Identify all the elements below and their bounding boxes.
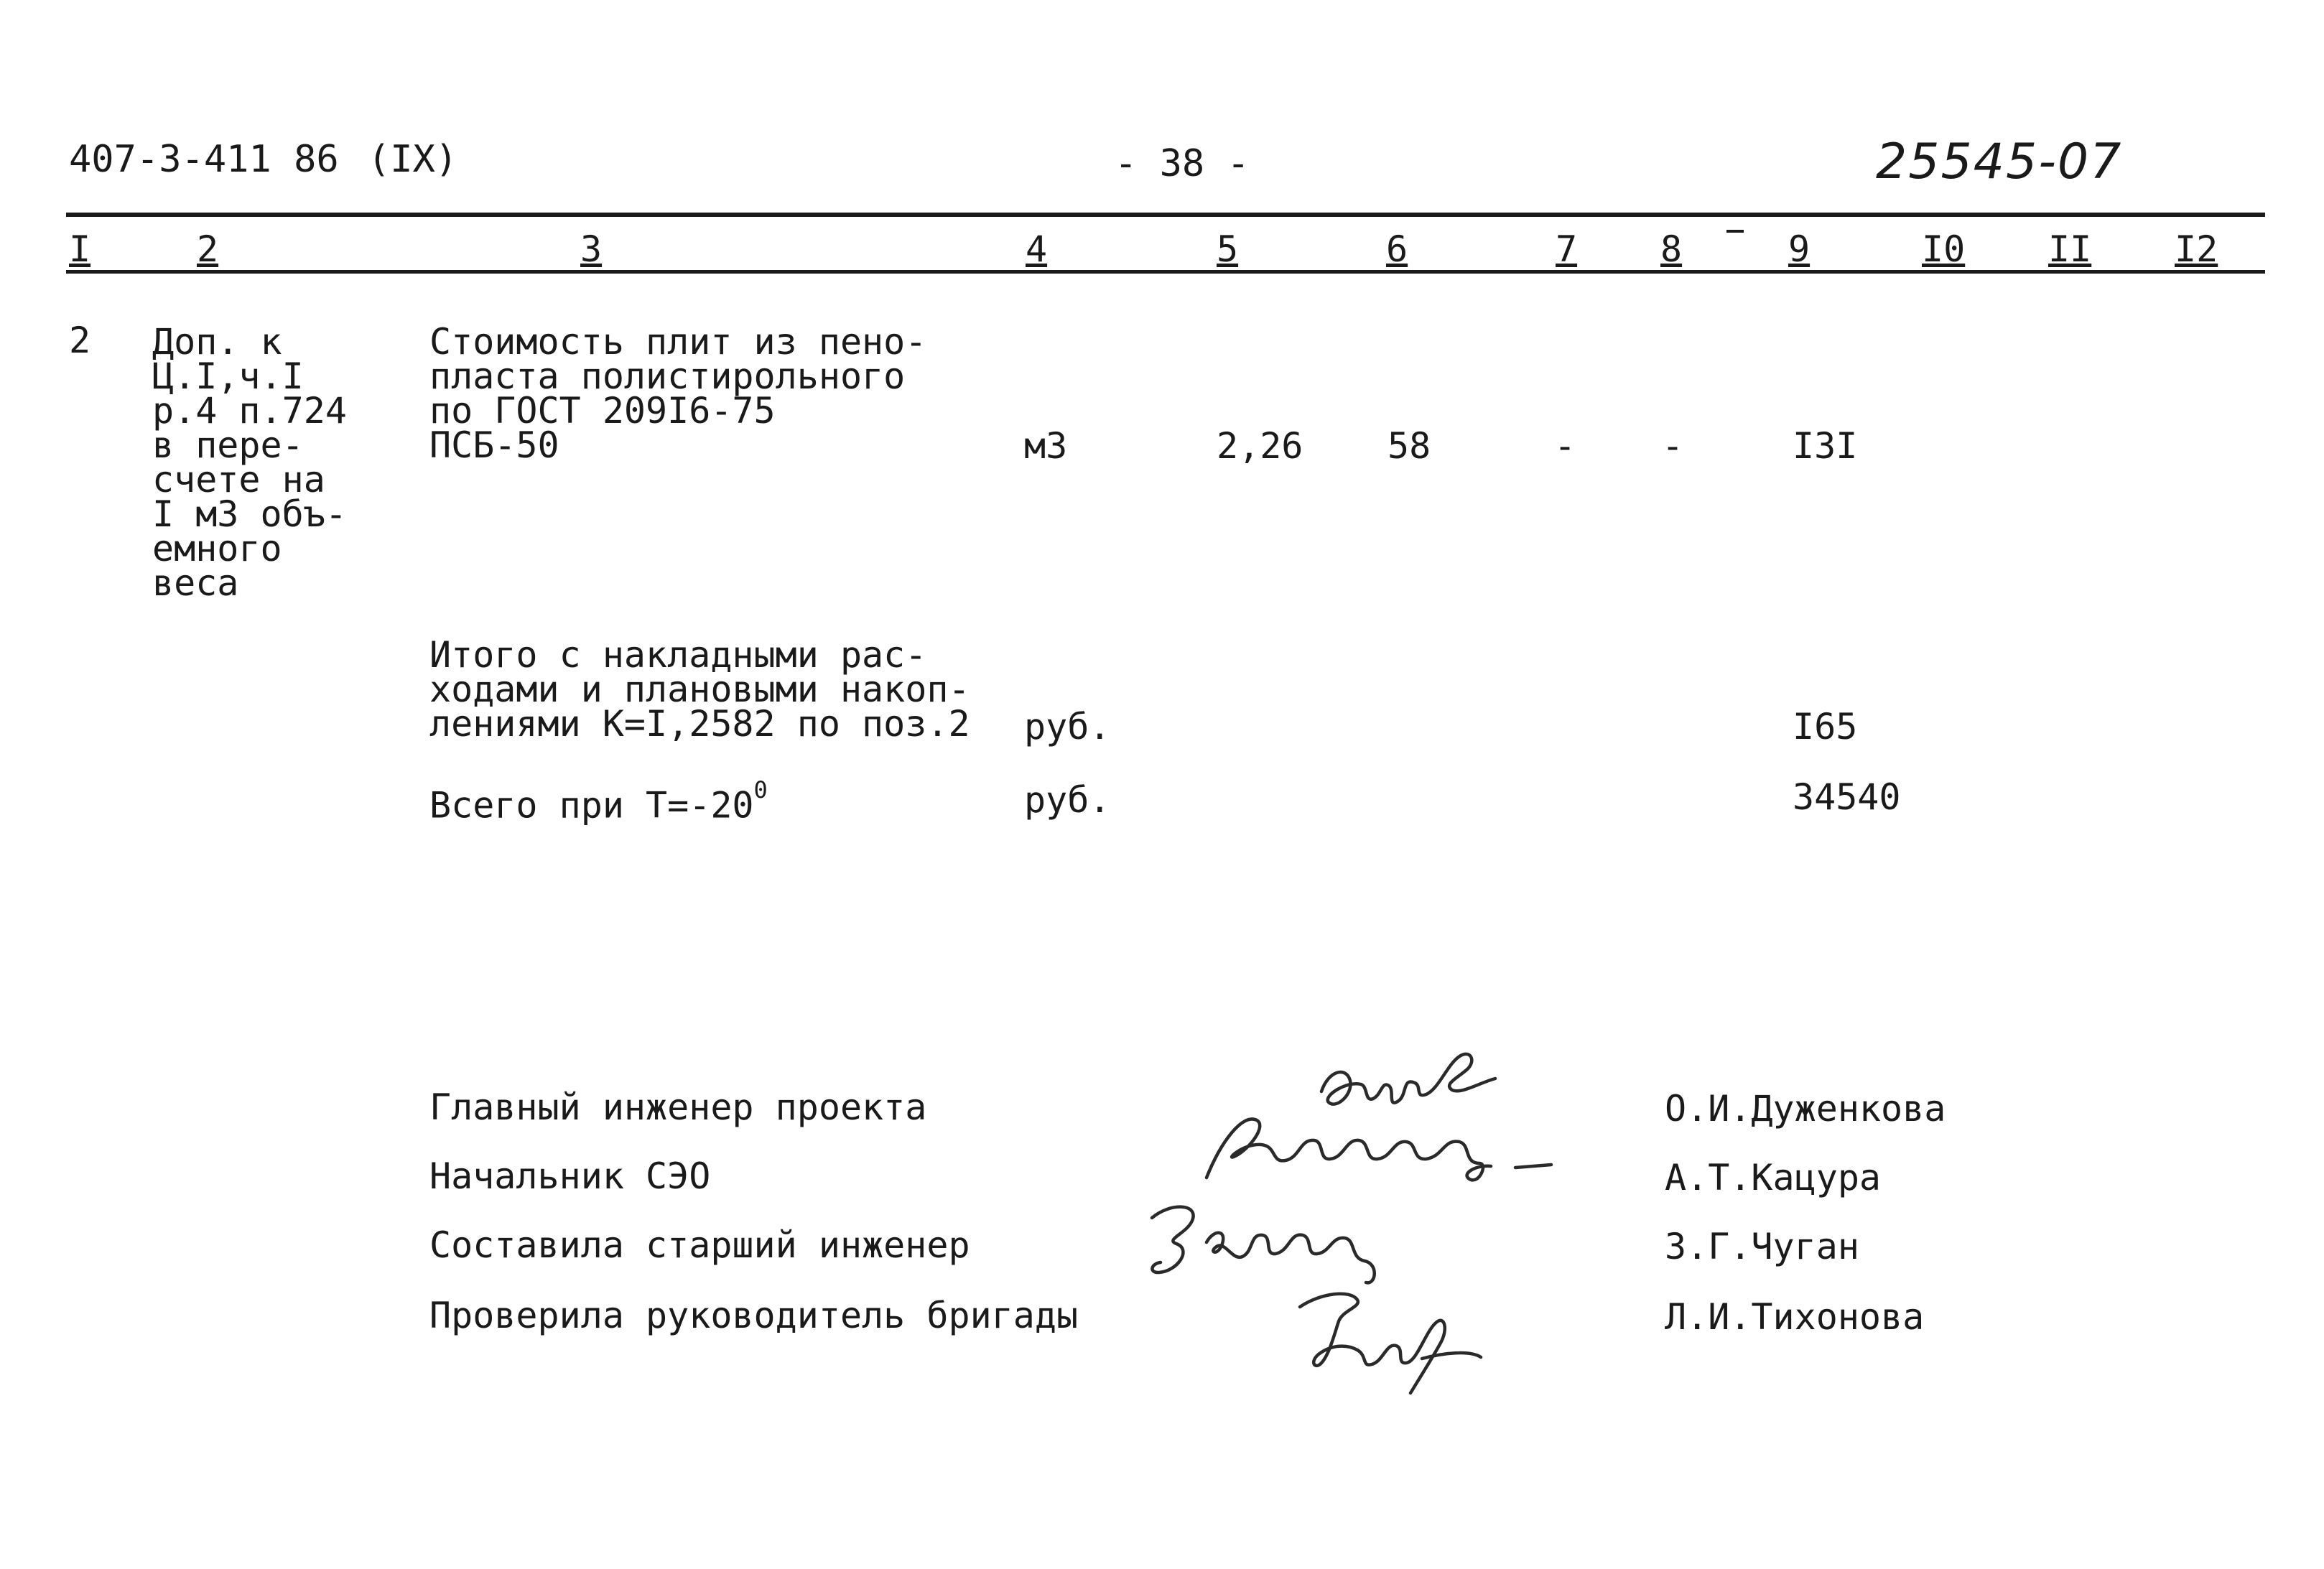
- description-line: пласта полистирольного: [429, 355, 906, 397]
- row-unit: м3: [1024, 425, 1068, 467]
- signatory-name: А.Т.Кацура: [1665, 1157, 1882, 1198]
- total-line: ходами и плановыми накоп-: [429, 669, 970, 710]
- col-num-12: I2: [2175, 228, 2218, 270]
- row-position: 2: [69, 320, 91, 361]
- basis-line: Ц.I,ч.I: [152, 355, 304, 397]
- col-num-11: II: [2048, 228, 2092, 270]
- grand-total-unit: руб.: [1024, 779, 1111, 821]
- col-num-4: 4: [1026, 228, 1048, 270]
- row-col8: -: [1662, 425, 1684, 467]
- signatory-title: Составила старший инженер: [429, 1224, 970, 1266]
- grand-total-value: 34540: [1793, 776, 1901, 818]
- row-col9: I3I: [1793, 425, 1858, 467]
- basis-line: емного: [152, 528, 282, 569]
- col-num-8: 8: [1660, 228, 1683, 270]
- signatory-title: Главный инженер проекта: [429, 1086, 927, 1128]
- section-label: (IX): [368, 138, 458, 181]
- row-description: [429, 321, 927, 466]
- total-overhead-description: [429, 634, 970, 745]
- col-num-5: 5: [1217, 228, 1239, 270]
- col-num-10: I0: [1922, 228, 1966, 270]
- signatory-title: Проверила руководитель бригады: [429, 1295, 1079, 1336]
- total-line: лениями К=I,2582 по поз.2: [429, 703, 970, 745]
- header-rule-top: [66, 213, 2265, 217]
- column-mark: [1726, 230, 1744, 233]
- basis-line: Доп. к: [152, 321, 282, 363]
- col-num-7: 7: [1556, 228, 1578, 270]
- basis-line: I м3 объ-: [152, 493, 347, 535]
- signature-2: [1192, 1099, 1594, 1199]
- col-num-6: 6: [1386, 228, 1408, 270]
- basis-line: в пере-: [152, 424, 304, 466]
- description-line: ПСБ-50: [429, 424, 559, 466]
- row-col7: -: [1554, 425, 1576, 467]
- col-num-1: I: [69, 228, 91, 270]
- grand-total-label: Всего при Т=-20: [429, 784, 754, 827]
- page-number: - 38 -: [1115, 142, 1250, 185]
- document-number: 25545-07: [1876, 134, 2123, 190]
- basis-line: р.4 п.724: [152, 390, 347, 432]
- description-line: Стоимость плит из пено-: [429, 321, 927, 363]
- total-overhead-unit: руб.: [1024, 706, 1111, 748]
- col-num-9: 9: [1788, 228, 1811, 270]
- description-line: по ГОСТ 209I6-75: [429, 390, 776, 432]
- signatory-title: Начальник СЭО: [429, 1155, 711, 1197]
- grand-total-description: [429, 776, 768, 827]
- row-col6: 58: [1388, 425, 1431, 467]
- basis-line: веса: [152, 562, 239, 604]
- total-overhead-value: I65: [1793, 706, 1858, 748]
- signatory-name: Л.И.Тихонова: [1665, 1296, 1925, 1338]
- row-col5: 2,26: [1217, 425, 1303, 467]
- signatory-name: З.Г.Чуган: [1665, 1226, 1859, 1267]
- project-code: 407-3-411 86: [69, 138, 339, 181]
- basis-line: счете на: [152, 459, 325, 501]
- signature-4: [1278, 1278, 1494, 1400]
- col-num-2: 2: [197, 228, 219, 270]
- total-line: Итого с накладными рас-: [429, 634, 927, 676]
- header-rule-bottom: [66, 270, 2265, 274]
- col-num-3: 3: [580, 228, 603, 270]
- signatory-name: О.И.Дуженкова: [1665, 1088, 1946, 1130]
- degree-superscript: 0: [753, 776, 768, 804]
- row-basis: [152, 321, 347, 604]
